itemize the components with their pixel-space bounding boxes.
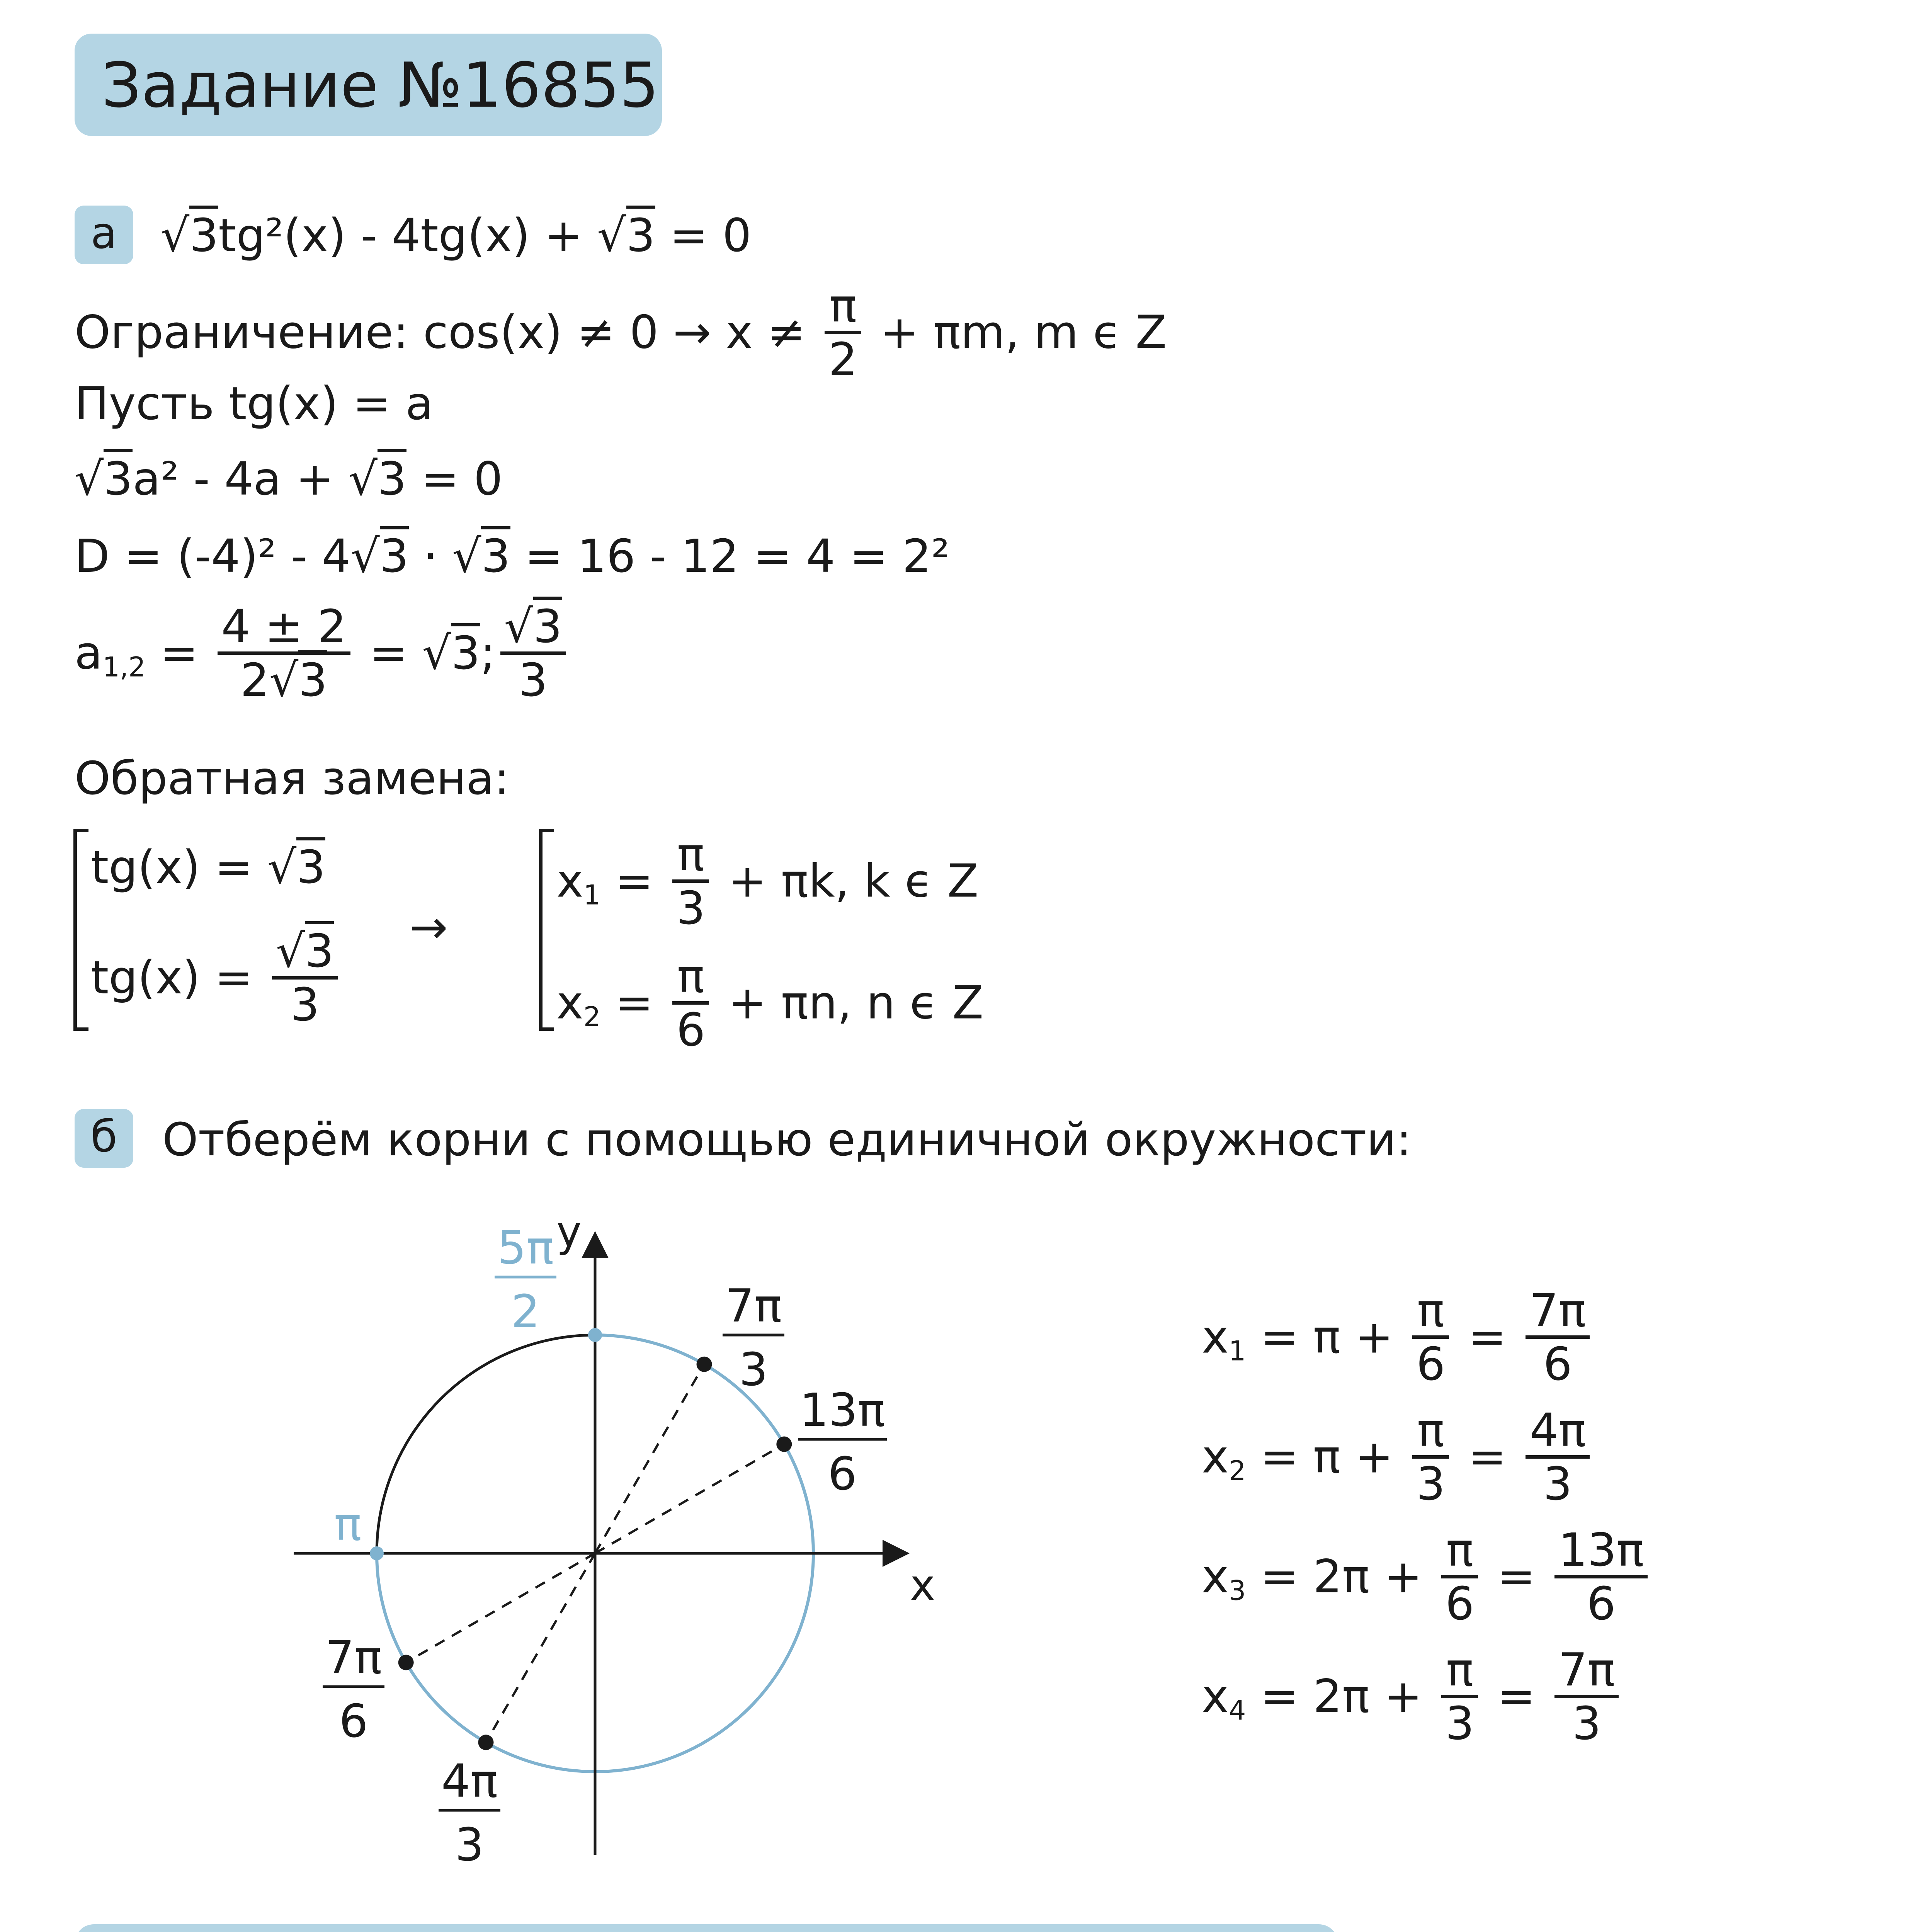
back-sub-label: Обратная замена:: [75, 752, 510, 805]
computation-pre: = 2π +: [1246, 1669, 1437, 1723]
roots-subscript: 1,2: [102, 651, 146, 683]
equals: =: [600, 976, 668, 1029]
discriminant-post: = 16 - 12 = 4 = 2²: [510, 529, 950, 583]
fraction: [1554, 1523, 1648, 1630]
sqrt-sign: √: [350, 529, 380, 583]
sqrt-radicand: 3: [626, 206, 655, 262]
subscript: 3: [1228, 1575, 1246, 1607]
part-b-label: б: [90, 1112, 117, 1162]
point-label-denominator: 3: [739, 1343, 768, 1396]
fraction-denominator: 6: [676, 1003, 706, 1056]
sqrt-radicand: 3: [189, 206, 218, 262]
dot: ·: [408, 529, 452, 583]
computation-row: [1202, 1284, 1594, 1391]
sqrt-sign: √: [269, 653, 299, 707]
page-title: Задание №16855: [102, 49, 659, 121]
sqrt-sign: √: [597, 209, 626, 262]
fraction-denominator: 6: [1445, 1577, 1475, 1630]
boundary-label-numerator: 5π: [497, 1221, 554, 1274]
root-point: [478, 1735, 494, 1750]
sqrt-radicand: 3: [104, 449, 133, 505]
equals: =: [145, 626, 213, 680]
sqrt-radicand: 3: [296, 837, 325, 894]
fraction: [1526, 1403, 1590, 1510]
fraction-numerator: π: [1441, 1647, 1478, 1698]
var: x: [1202, 1549, 1229, 1603]
circle-layer: [294, 1207, 935, 1871]
point-label-denominator: 6: [828, 1447, 857, 1500]
fraction-denominator: 2: [828, 333, 858, 386]
sqrt-sign: √: [75, 452, 104, 505]
point-label-numerator: 13π: [799, 1383, 885, 1437]
tail: + πk, k ϵ Z: [714, 854, 979, 908]
fraction: [1441, 1523, 1478, 1630]
discriminant-pre: D = (-4)² - 4: [75, 529, 351, 583]
fraction-numerator: π: [672, 832, 709, 883]
point-label-denominator: 6: [339, 1694, 368, 1748]
fraction-numerator: 4 ± 2: [218, 604, 350, 655]
sqrt-sign: √: [267, 840, 297, 894]
fraction: [1441, 1643, 1478, 1750]
sqrt-sign: √: [452, 529, 481, 583]
equals: =: [355, 626, 422, 680]
equation-mid: tg²(x) - 4tg(x) +: [218, 209, 597, 262]
semicolon: ;: [480, 626, 496, 680]
substitution-line: Пусть tg(x) = a: [75, 377, 434, 430]
system-left-pre: tg(x) =: [91, 951, 267, 1004]
fraction-numerator: π: [825, 283, 861, 334]
equals: =: [600, 854, 668, 908]
subscript: 2: [583, 1001, 601, 1033]
point-label-denominator: 3: [455, 1818, 484, 1871]
point-label-numerator: 7π: [725, 1279, 782, 1332]
sqrt-sign: √: [160, 209, 190, 262]
fraction-denominator: 3: [519, 653, 548, 707]
equals: =: [1483, 1669, 1550, 1723]
fraction-numerator: 7π: [1526, 1287, 1590, 1339]
sqrt-radicand: 3: [451, 623, 480, 680]
sqrt-radicand: 3: [380, 526, 409, 583]
sqrt-sign: √: [422, 626, 451, 680]
point-label-numerator: 4π: [441, 1754, 498, 1808]
computation-pre: = π +: [1246, 1310, 1408, 1364]
fraction-numerator: 13π: [1554, 1527, 1648, 1578]
system-arrow: →: [410, 900, 448, 954]
fraction-denominator: 3: [676, 881, 706, 935]
subscript: 1: [1228, 1335, 1246, 1367]
sqrt-radicand: 3: [305, 921, 334, 978]
x-axis-label: x: [910, 1560, 935, 1610]
fraction-denominator: 6: [1416, 1337, 1446, 1391]
var: x: [556, 976, 583, 1029]
var: x: [1202, 1310, 1229, 1364]
fraction-denominator: 3: [1416, 1457, 1446, 1510]
boundary-point: [370, 1546, 384, 1560]
sqrt-radicand: 3: [378, 449, 406, 505]
sqrt-sign: √: [276, 924, 305, 978]
fraction-denominator: 3: [1572, 1697, 1601, 1750]
computation-row: [1202, 1403, 1594, 1510]
den-prefix: 2: [240, 653, 269, 707]
radius-dashed-line: [595, 1444, 784, 1554]
restriction-text: Ограничение: cos(x) ≠ 0 → x ≠: [75, 305, 820, 359]
subscript: 2: [1228, 1455, 1246, 1487]
equals: =: [1454, 1430, 1521, 1483]
sqrt-radicand: 3: [481, 526, 510, 583]
equals: =: [1454, 1310, 1521, 1364]
equals: =: [1483, 1549, 1550, 1603]
part-b-heading: Отберём корни с помощью единичной окружности:: [162, 1113, 1412, 1166]
var: x: [556, 854, 583, 908]
point-label-numerator: 7π: [325, 1631, 382, 1684]
fraction-numerator: π: [672, 953, 709, 1005]
fraction-numerator: π: [1412, 1407, 1449, 1459]
fraction-denominator: 6: [1587, 1577, 1616, 1630]
y-axis-label: y: [556, 1207, 582, 1256]
tail: + πn, n ϵ Z: [714, 976, 984, 1029]
subscript: 4: [1228, 1694, 1246, 1726]
equation-end: = 0: [655, 209, 752, 262]
boundary-point: [588, 1328, 602, 1342]
part-a-label: а: [90, 208, 117, 259]
fraction: [1554, 1643, 1619, 1750]
fraction: [1412, 1403, 1449, 1510]
fraction-numerator: π: [1412, 1287, 1449, 1339]
roots-lhs: a: [75, 626, 103, 680]
radius-dashed-line: [486, 1553, 595, 1742]
computation-pre: = 2π +: [1246, 1549, 1437, 1603]
root-point: [697, 1357, 712, 1372]
fraction-denominator: 3: [1445, 1697, 1475, 1750]
restriction-tail: + πm, m ϵ Z: [866, 305, 1167, 359]
fraction-numerator: π: [1441, 1527, 1478, 1578]
sqrt-radicand: 3: [298, 650, 327, 707]
root-point: [776, 1437, 792, 1452]
fraction-denominator: 3: [1543, 1457, 1572, 1510]
radius-dashed-line: [595, 1364, 704, 1553]
var: x: [1202, 1430, 1229, 1483]
computation-pre: = π +: [1246, 1430, 1408, 1483]
fraction-numerator: 7π: [1554, 1647, 1619, 1698]
radius-dashed-line: [406, 1553, 595, 1663]
fraction: [1526, 1284, 1590, 1391]
fraction-denominator: 6: [1543, 1337, 1572, 1391]
answer-box: [75, 1924, 1338, 1932]
boundary-label-pi: π: [334, 1497, 362, 1551]
quadratic-mid: a² - 4a +: [133, 452, 349, 505]
sqrt-radicand: 3: [533, 597, 562, 653]
fraction-denominator: 3: [290, 978, 320, 1031]
root-point: [398, 1655, 414, 1670]
fraction: [1412, 1284, 1449, 1391]
subscript: 1: [583, 879, 601, 911]
computation-row: [1202, 1643, 1623, 1750]
sqrt-sign: √: [504, 600, 533, 653]
boundary-label-denominator: 2: [511, 1285, 540, 1338]
computation-row: [1202, 1523, 1652, 1630]
fraction-numerator: 4π: [1526, 1407, 1590, 1459]
sqrt-sign: √: [348, 452, 378, 505]
system-left-pre: tg(x) =: [91, 840, 267, 894]
quadratic-end: = 0: [406, 452, 503, 505]
var: x: [1202, 1669, 1229, 1723]
